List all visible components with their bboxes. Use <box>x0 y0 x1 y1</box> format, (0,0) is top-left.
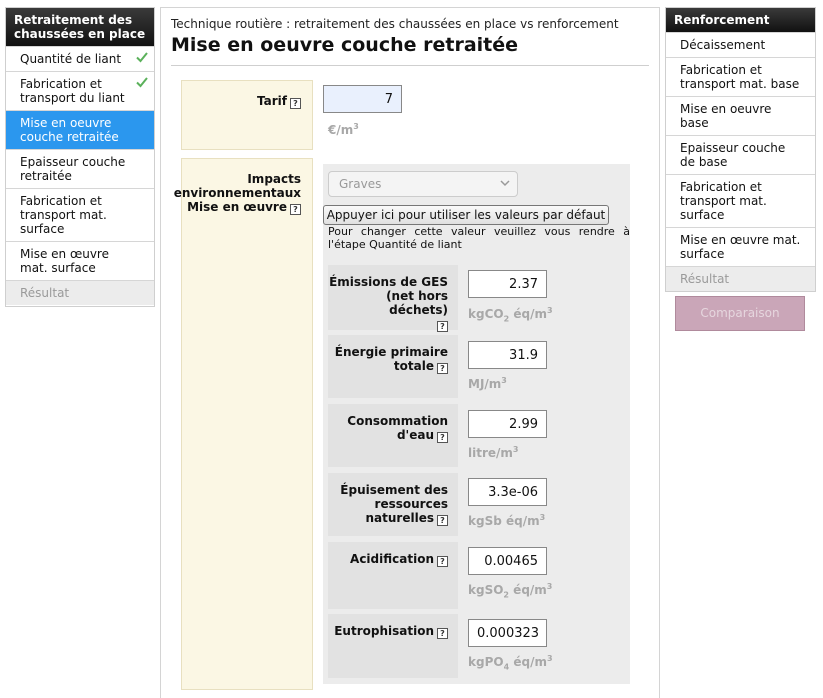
ges-input[interactable] <box>468 270 547 298</box>
help-icon[interactable]: ? <box>437 432 448 443</box>
material-select[interactable]: Graves <box>328 171 518 197</box>
eau-label: Consommation d'eau ? <box>347 414 448 442</box>
energie-input[interactable] <box>468 341 547 369</box>
left-menu-header: Retraitement des chaussées en place <box>6 8 154 46</box>
eutrophisation-label-box <box>328 614 458 678</box>
tarif-label-box <box>181 80 313 150</box>
energie-label-box <box>328 335 458 398</box>
impacts-note: Pour changer cette valeur veuillez vous rendre à l'étape Quantité de liant <box>328 225 630 251</box>
eau-label-box <box>328 404 458 467</box>
ges-label: Émissions de GES (net hors déchets) ? <box>329 275 448 331</box>
help-icon[interactable]: ? <box>437 556 448 567</box>
left-menu-item-fabrication-liant[interactable]: Fabrication et transport du liant <box>6 71 154 110</box>
help-icon[interactable]: ? <box>437 628 448 639</box>
left-menu-item-quantite-liant[interactable]: Quantité de liant <box>6 46 154 71</box>
left-menu-item-epaisseur[interactable]: Epaisseur couche retraitée <box>6 149 154 188</box>
default-values-button[interactable]: Appuyer ici pour utiliser les valeurs par défaut <box>323 205 609 225</box>
compare-button[interactable]: Comparaison <box>675 296 805 331</box>
eutrophisation-label: Eutrophisation ? <box>334 624 448 639</box>
ressources-input[interactable] <box>468 478 547 506</box>
breadcrumb: Technique routière : retraitement des chaussées en place vs renforcement <box>171 17 619 31</box>
left-menu-item-mise-surface[interactable]: Mise en œuvre mat. surface <box>6 241 154 280</box>
right-menu-item-epaisseur-base[interactable]: Epaisseur couche de base <box>666 135 815 174</box>
acidification-label: Acidification ? <box>350 552 448 567</box>
impacts-label-box <box>173 158 313 690</box>
right-menu-item-fabrication-base[interactable]: Fabrication et transport mat. base <box>666 57 815 96</box>
right-menu-item-decaissement[interactable]: Décaissement <box>666 32 815 57</box>
right-menu-item-resultat: Résultat <box>666 266 815 291</box>
left-menu-item-mise-en-oeuvre[interactable]: Mise en oeuvre couche retraitée <box>6 110 154 149</box>
right-menu-item-mise-surface[interactable]: Mise en œuvre mat. surface <box>666 227 815 266</box>
right-menu-item-mise-base[interactable]: Mise en oeuvre base <box>666 96 815 135</box>
tarif-unit: $€/m^3$ <box>328 122 359 137</box>
main-panel <box>160 7 660 698</box>
check-icon <box>136 51 148 63</box>
eutrophisation-unit: kgPO$_4$ $éq/m^3$ <box>468 654 553 672</box>
energie-unit: $MJ/m^3$ <box>468 376 507 391</box>
left-menu-item-resultat: Résultat <box>6 280 154 305</box>
energie-label: Énergie primaire totale ? <box>334 345 448 373</box>
acidification-unit: kgSO$_2$ $éq/m^3$ <box>468 582 553 600</box>
help-icon[interactable]: ? <box>290 204 301 215</box>
eutrophisation-input[interactable] <box>468 619 547 647</box>
eau-unit: litre/$m^3$ <box>468 445 519 460</box>
left-step-menu <box>5 7 155 307</box>
right-menu-item-fabrication-surface[interactable]: Fabrication et transport mat. surface <box>666 174 815 227</box>
help-icon[interactable]: ? <box>437 321 448 332</box>
check-icon <box>136 76 148 88</box>
ges-label-box <box>328 265 458 330</box>
chevron-down-icon <box>500 178 510 188</box>
ges-unit: kgCO$_2$ $éq/m^3$ <box>468 306 553 324</box>
ressources-unit: kgSb $éq/m^3$ <box>468 513 546 528</box>
left-menu-item-fabrication-surface[interactable]: Fabrication et transport mat. surface <box>6 188 154 241</box>
impacts-label: Impacts environnementaux Mise en œuvre ? <box>173 172 301 214</box>
page-title: Mise en oeuvre couche retraitée <box>171 34 519 56</box>
ressources-label-box <box>328 473 458 536</box>
right-menu-header: Renforcement <box>666 8 815 32</box>
title-divider <box>171 65 649 66</box>
help-icon[interactable]: ? <box>290 98 301 109</box>
acidification-input[interactable] <box>468 547 547 575</box>
help-icon[interactable]: ? <box>437 515 448 526</box>
tarif-input[interactable] <box>323 85 402 113</box>
acidification-label-box <box>328 542 458 609</box>
ressources-label: Épuisement des ressources naturelles ? <box>340 483 448 525</box>
right-step-menu <box>665 7 816 292</box>
tarif-label: Tarif ? <box>257 94 301 109</box>
help-icon[interactable]: ? <box>437 363 448 374</box>
eau-input[interactable] <box>468 410 547 438</box>
